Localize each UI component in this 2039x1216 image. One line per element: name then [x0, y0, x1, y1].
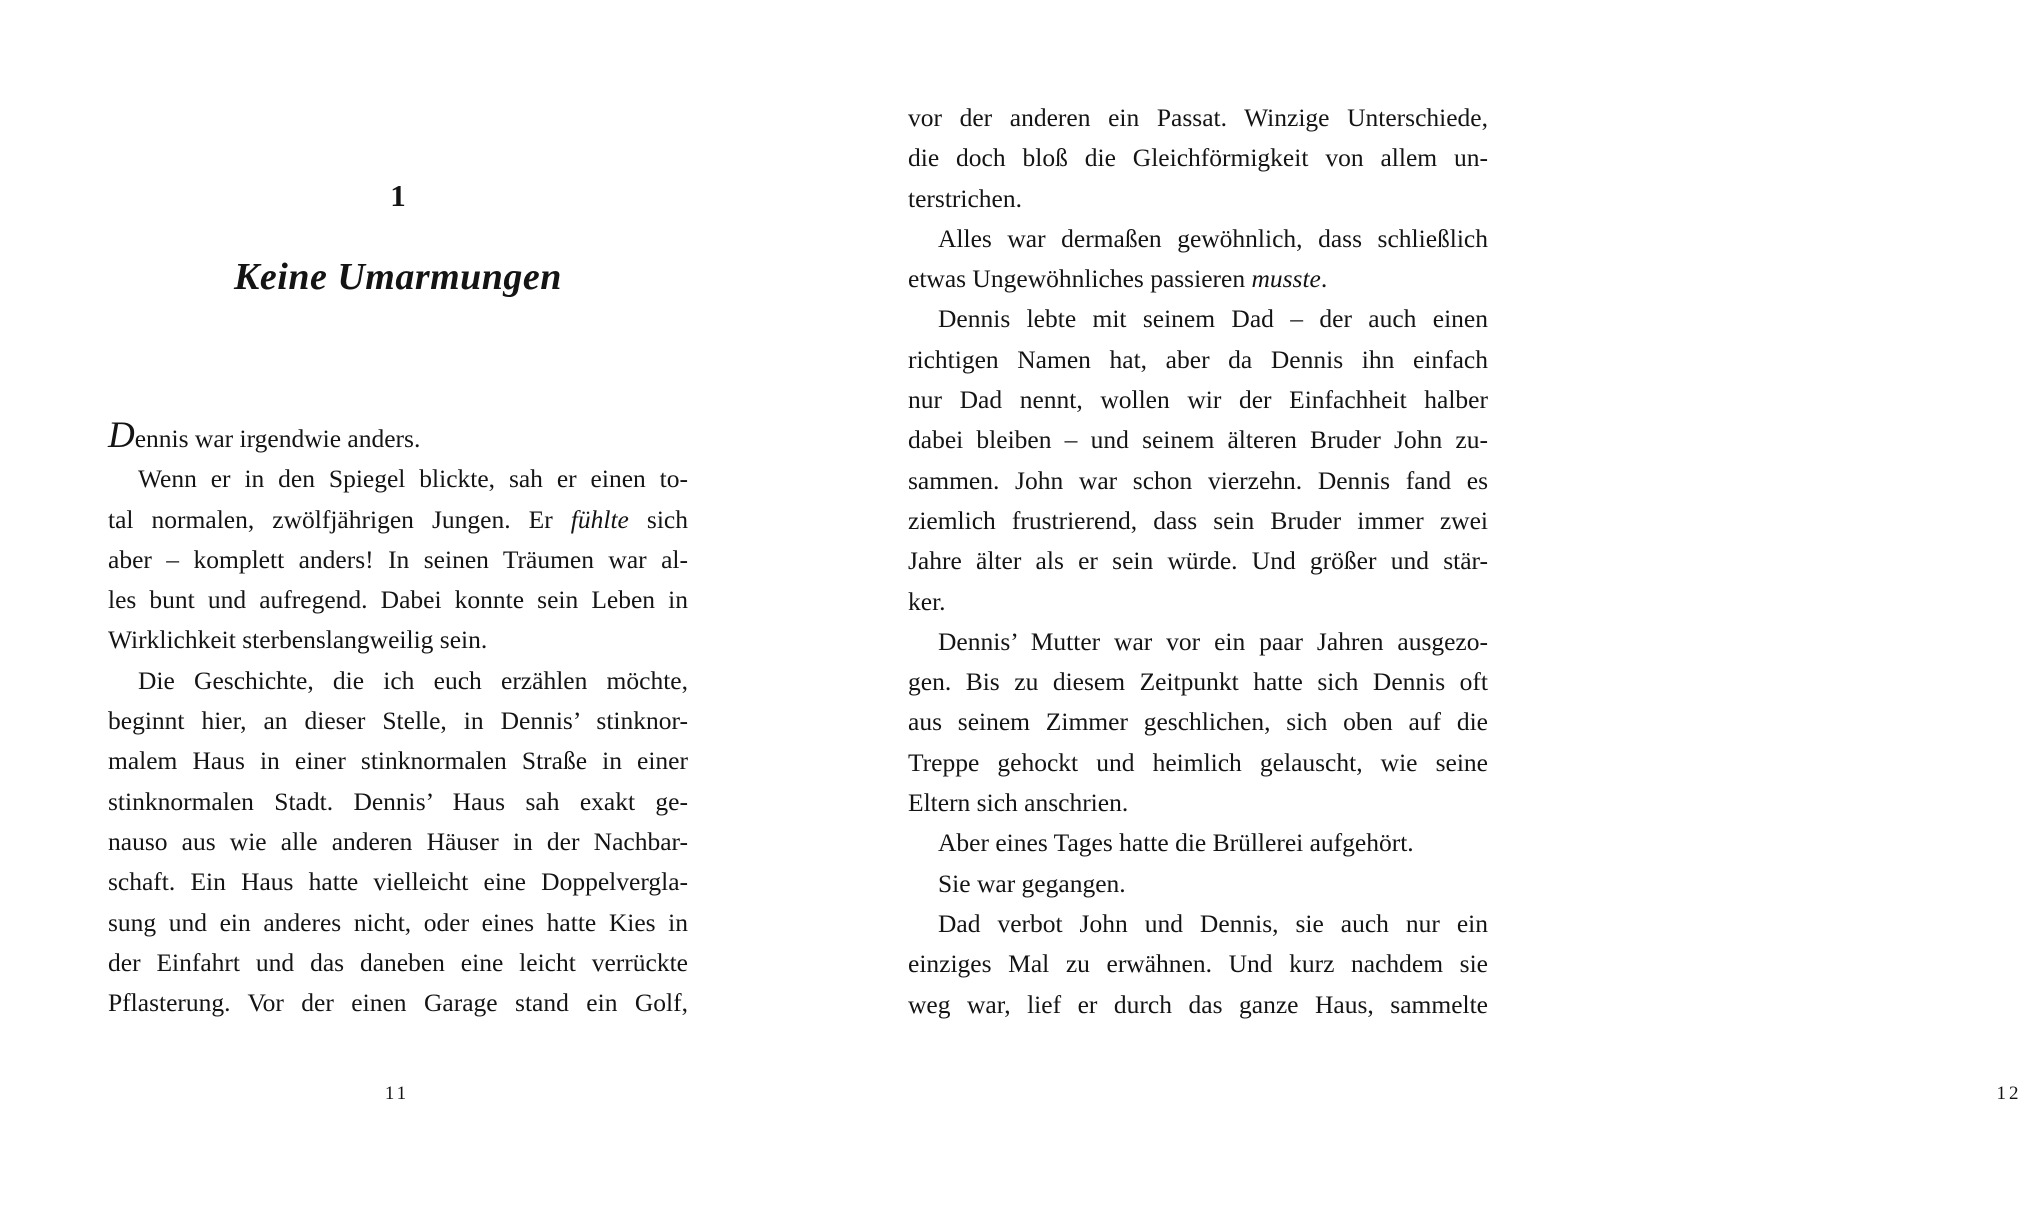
text-line: nur Dad nennt, wollen wir der Einfachheit halber	[908, 385, 1488, 415]
text-line: Treppe gehockt und heimlich gelauscht, wie seine	[908, 747, 1488, 777]
text-line: Eltern sich anschrien.	[908, 788, 1129, 818]
drop-initial: D	[108, 415, 135, 456]
text-line: ziemlich frustrierend, dass sein Bruder immer zwei	[908, 505, 1488, 535]
right-page	[800, 0, 2022, 1216]
text-line: Aber eines Tages hatte die Brüllerei aufgehört.	[938, 828, 1414, 858]
text-line: weg war, lief er durch das ganze Haus, sammelte	[908, 989, 1488, 1019]
text-line: richtigen Namen hat, aber da Dennis ihn einfach	[908, 344, 1488, 374]
left-page	[0, 0, 800, 1216]
text-line: aber – komplett anders! In seinen Träumen war al-	[108, 544, 688, 574]
text-line: malem Haus in einer stinknormalen Straße in einer	[108, 746, 688, 776]
text-line: Dad verbot John und Dennis, sie auch nur ein	[938, 908, 1488, 938]
text-line: dabei bleiben – und seinem älteren Bruder John zu-	[908, 425, 1488, 455]
page-number: 12	[1996, 1083, 2022, 1104]
text-line: Wenn er in den Spiegel blickte, sah er einen to-	[138, 464, 688, 494]
text-line: stinknormalen Stadt. Dennis’ Haus sah exakt ge-	[108, 786, 688, 816]
text-line: der Einfahrt und das daneben eine leicht verrückte	[108, 947, 688, 977]
text-line: terstrichen.	[908, 183, 1022, 213]
text-line: Die Geschichte, die ich euch erzählen möchte,	[138, 665, 688, 695]
text-line: les bunt und aufregend. Dabei konnte sein Leben in	[108, 585, 688, 615]
text-line: schaft. Ein Haus hatte vielleicht eine Doppelvergla-	[108, 867, 688, 897]
emphasis: musste	[1251, 264, 1321, 294]
text-line: gen. Bis zu diesem Zeitpunkt hatte sich Dennis oft	[908, 667, 1488, 697]
emphasis: fühlte	[570, 504, 629, 534]
text-line: Sie war gegangen.	[938, 868, 1126, 898]
page-number: 11	[384, 1083, 410, 1104]
text-line: sung und ein anderes nicht, oder eines hatte Kies in	[108, 907, 688, 937]
text-line: ker.	[908, 586, 946, 616]
text-line: Wirklichkeit sterbenslangweilig sein.	[108, 625, 488, 655]
text-line: einziges Mal zu erwähnen. Und kurz nachdem sie	[908, 949, 1488, 979]
text-line: Dennis’ Mutter war vor ein paar Jahren ausgezo-	[938, 626, 1488, 656]
text-line: Dennis war irgendwie anders.	[108, 415, 421, 456]
chapter-number: 1	[390, 178, 406, 213]
text-line: aus seinem Zimmer geschlichen, sich oben auf die	[908, 707, 1488, 737]
text-line: die doch bloß die Gleichförmigkeit von allem un-	[908, 143, 1488, 173]
text-line: vor der anderen ein Passat. Winzige Unterschiede,	[908, 103, 1488, 132]
right-body-text	[908, 98, 1488, 1025]
text-line: sammen. John war schon vierzehn. Dennis fand es	[908, 465, 1488, 495]
chapter-title: Keine Umarmungen	[234, 256, 562, 298]
text-line: Jahre älter als er sein würde. Und größer und stär-	[908, 546, 1488, 576]
text-line: tal normalen, zwölfjährigen Jungen. Er fühlte sich	[108, 504, 689, 534]
text-line: beginnt hier, an dieser Stelle, in Dennis’ stinknor-	[108, 706, 688, 736]
text-line: Pflasterung. Vor der einen Garage stand ein Golf,	[108, 988, 688, 1018]
text-line: etwas Ungewöhnliches passieren musste.	[908, 264, 1328, 294]
left-body-text	[108, 415, 689, 1023]
text-line: Alles war dermaßen gewöhnlich, dass schließlich	[938, 223, 1488, 253]
text-line: Dennis lebte mit seinem Dad – der auch einen	[938, 304, 1488, 334]
text-line: nauso aus wie alle anderen Häuser in der Nachbar-	[108, 826, 688, 856]
